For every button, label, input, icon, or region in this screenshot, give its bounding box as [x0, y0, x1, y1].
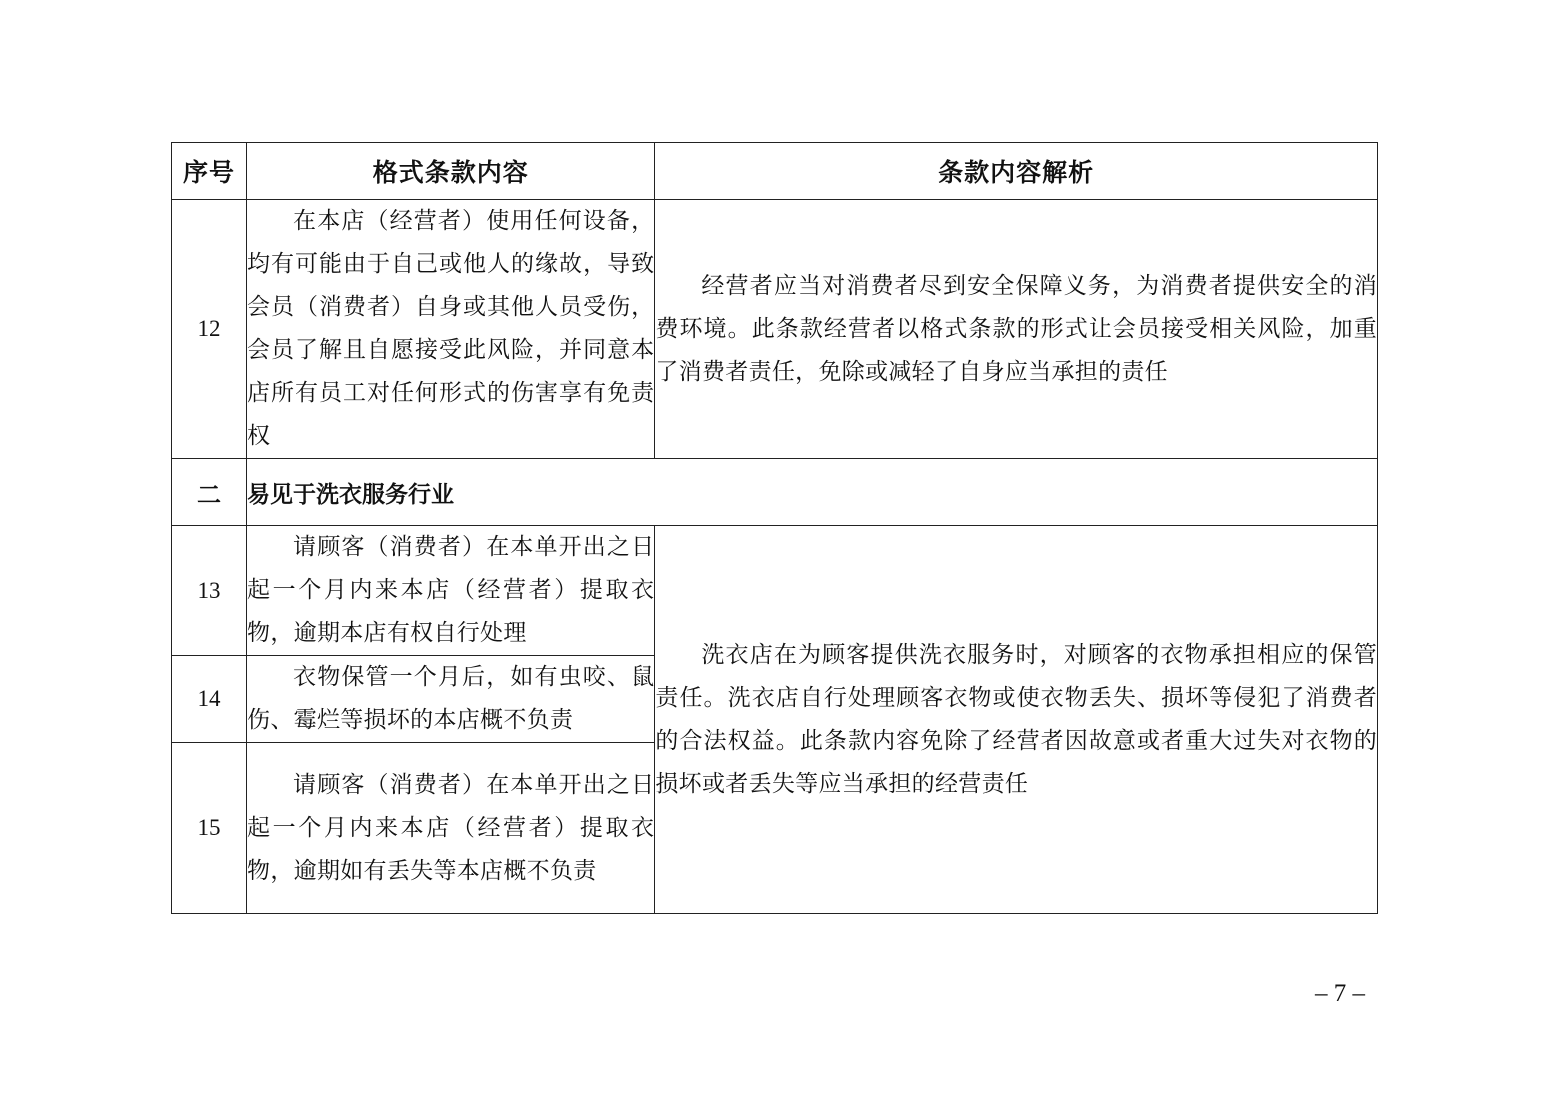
section-title: 易见于洗衣服务行业 — [247, 459, 1378, 526]
clause-text: 请顾客（消费者）在本单开出之日起一个月内来本店（经营者）提取衣物，逾期如有丢失等本店概不负责 — [247, 743, 655, 914]
analysis-text: 经营者应当对消费者尽到安全保障义务，为消费者提供安全的消费环境。此条款经营者以格式条款的形式让会员接受相关风险，加重了消费者责任，免除或减轻了自身应当承担的责任 — [655, 200, 1378, 459]
row-number: 12 — [172, 200, 247, 459]
page-number: – 7 – — [1315, 980, 1365, 1007]
clause-text: 在本店（经营者）使用任何设备，均有可能由于自己或他人的缘故，导致会员（消费者）自身或其他人员受伤，会员了解且自愿接受此风险，并同意本店所有员工对任何形式的伤害享有免责权 — [247, 200, 655, 459]
header-serial-number: 序号 — [172, 143, 247, 200]
header-clause-content: 格式条款内容 — [247, 143, 655, 200]
clause-text: 衣物保管一个月后，如有虫咬、鼠伤、霉烂等损坏的本店概不负责 — [247, 656, 655, 743]
row-number: 15 — [172, 743, 247, 914]
section-row — [172, 459, 1378, 526]
section-number: 二 — [172, 459, 247, 526]
table-header-row — [172, 143, 1378, 200]
header-clause-analysis: 条款内容解析 — [655, 143, 1378, 200]
row-number: 13 — [172, 526, 247, 656]
row-number: 14 — [172, 656, 247, 743]
analysis-text: 洗衣店在为顾客提供洗衣服务时，对顾客的衣物承担相应的保管责任。洗衣店自行处理顾客衣物或使衣物丢失、损坏等侵犯了消费者的合法权益。此条款内容免除了经营者因故意或者重大过失对衣物的损坏或者丢失等应当承担的经营责任 — [655, 526, 1378, 914]
clause-text: 请顾客（消费者）在本单开出之日起一个月内来本店（经营者）提取衣物，逾期本店有权自行处理 — [247, 526, 655, 656]
clause-table — [171, 142, 1378, 914]
table-row — [172, 200, 1378, 459]
table-row — [172, 526, 1378, 656]
